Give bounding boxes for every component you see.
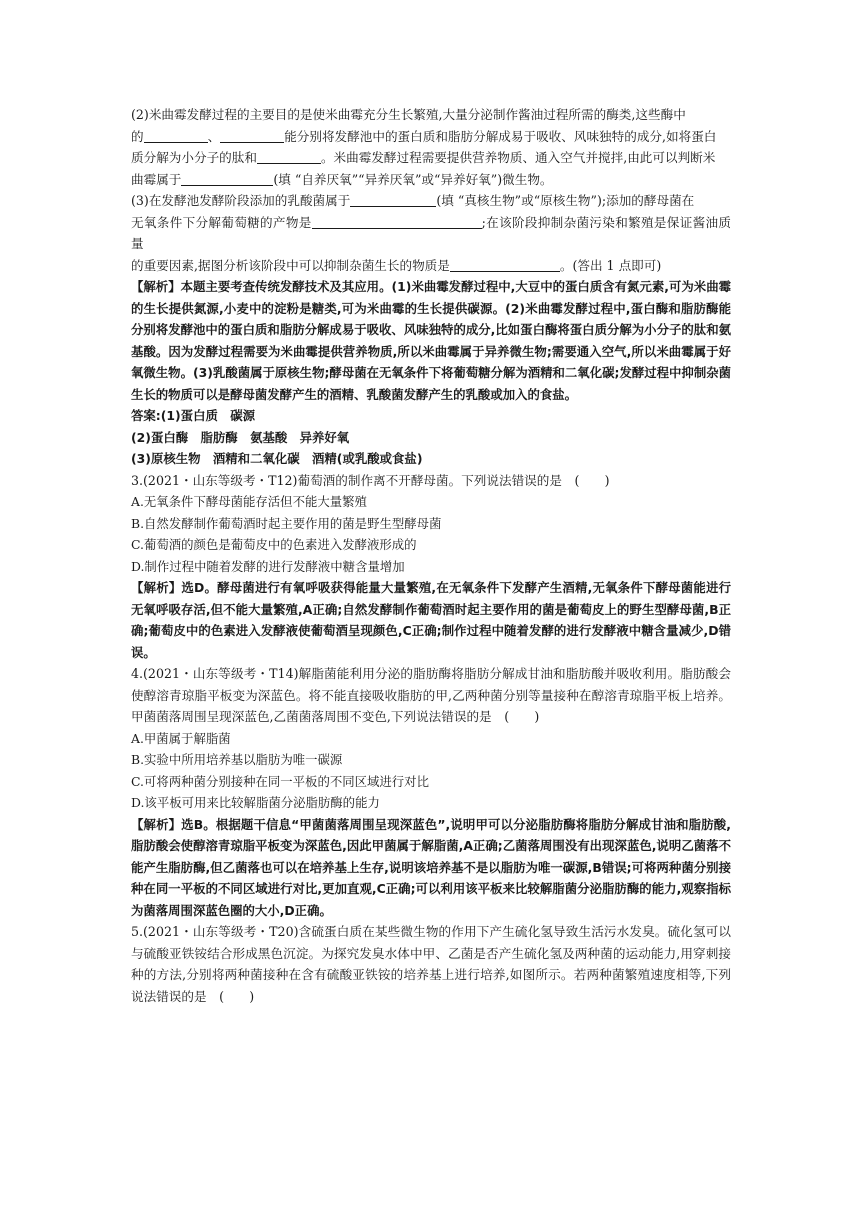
text: 。米曲霉发酵过程需要提供营养物质、通入空气并搅拌,由此可以判断米	[320, 150, 716, 165]
text: (3)在发酵池发酵阶段添加的乳酸菌属于	[131, 193, 351, 208]
q3-option-d[interactable]: D.制作过程中随着发酵的进行发酵液中糖含量增加	[131, 558, 405, 574]
answer-blank[interactable]	[181, 171, 273, 186]
text: 质分解为小分子的肽和	[131, 150, 257, 165]
q2-line-1	[131, 104, 731, 126]
text: (2)米曲霉发酵过程的主要目的是使米曲霉充分生长繁殖,大量分泌制作酱油过程所需的酶类,这些酶中	[131, 107, 686, 122]
q4-option-d[interactable]: D.该平板可用来比较解脂菌分泌脂肪酶的能力	[131, 795, 380, 810]
answer-blank[interactable]	[257, 149, 321, 164]
answer-blank[interactable]	[312, 214, 482, 229]
q4-option-a[interactable]: A.甲菌属于解脂菌	[131, 730, 231, 746]
q3-option-a[interactable]: A.无氧条件下酵母菌能存活但不能大量繁殖	[131, 494, 367, 509]
text: 曲霉属于	[131, 171, 182, 187]
q3-stem: 3.(2021・山东等级考・T12)葡萄酒的制作离不开酵母菌。下列说法错误的是 ( )	[131, 472, 610, 488]
text: 。(答出 1 点即可)	[559, 257, 662, 273]
text: ;在该阶段抑制杂菌污染和繁殖是保证酱油质量	[131, 214, 731, 251]
q2-line-6	[131, 212, 731, 255]
q4-stem: 4.(2021・山东等级考・T14)解脂菌能利用分泌的脂肪酶将脂肪分解成甘油和脂肪酸并吸收利用。脂肪酸会使醇溶青琼脂平板变为深蓝色。将不能直接吸收脂肪的甲,乙两种菌分别等量接种在醇溶青琼脂平板上培养。甲菌菌落周围呈现深蓝色,乙菌菌落周围不变色,下列说法错误的是 ( )	[131, 666, 731, 724]
document-page	[131, 104, 731, 1007]
answer-blank[interactable]	[350, 192, 436, 207]
text: 无氧条件下分解葡萄糖的产物是	[131, 214, 312, 230]
text: 的	[131, 128, 144, 144]
q4-option-c[interactable]: C.可将两种菌分别接种在同一平板的不同区域进行对比	[131, 773, 429, 789]
answer-1-line-1: 答案:(1)蛋白质 碳源	[131, 408, 256, 423]
text: (填 “自养厌氧”“异养厌氧”或“异养好氧”)微生物。	[273, 171, 553, 187]
q2-line-2	[131, 126, 731, 148]
q3-option-c[interactable]: C.葡萄酒的颜色是葡萄皮中的色素进入发酵液形成的	[131, 537, 417, 552]
text: 、	[207, 128, 221, 144]
answer-blank[interactable]	[450, 257, 560, 272]
answer-blank[interactable]	[220, 128, 284, 143]
text: 能分别将发酵池中的蛋白质和脂肪分解成易于吸收、风味独特的成分,如将蛋白	[284, 128, 717, 144]
answer-blank[interactable]	[144, 128, 208, 143]
q2-line-5	[131, 190, 731, 212]
q2-line-3	[131, 147, 731, 169]
answer-1-line-3: (3)原核生物 酒精和二氧化碳 酒精(或乳酸或食盐)	[131, 451, 423, 466]
text: 的重要因素,据图分析该阶段中可以抑制杂菌生长的物质是	[131, 257, 450, 273]
q3-option-b[interactable]: B.自然发酵制作葡萄酒时起主要作用的菌是野生型酵母菌	[131, 515, 442, 531]
q4-option-b[interactable]: B.实验中所用培养基以脂肪为唯一碳源	[131, 752, 343, 767]
text: (填 “真核生物”或“原核生物”);添加的酵母菌在	[436, 193, 695, 208]
q5-stem: 5.(2021・山东等级考・T20)含硫蛋白质在某些微生物的作用下产生硫化氢导致生活污水发臭。硫化氢可以与硫酸亚铁铵结合形成黑色沉淀。为探究发臭水体中甲、乙菌是否产生硫化氢及两种菌的运动能力,用穿刺接种的方法,分别将两种菌接种在含有硫酸亚铁铵的培养基上进行培养,如图所示。若两种菌繁殖速度相等,下列说法错误的是 ( )	[131, 924, 731, 1004]
q4-analysis: 【解析】选B。根据题干信息“甲菌菌落周围呈现深蓝色”,说明甲可以分泌脂肪酶将脂肪分解成甘油和脂肪酸,脂肪酸会使醇溶青琼脂平板变为深蓝色,因此甲菌属于解脂菌,A正确;乙菌落周围没有出现深蓝色,说明乙菌落不能产生脂肪酶,但乙菌落也可以在培养基上生存,说明该培养基不是以脂肪为唯一碳源,B错误;可将两种菌分别接种在同一平板的不同区域进行对比,更加直观,C正确;可以利用该平板来比较解脂菌分泌脂肪酶的能力,观察指标为菌落周围深蓝色圈的大小,D正确。	[131, 816, 731, 918]
answer-1-line-2: (2)蛋白酶 脂肪酶 氨基酸 异养好氧	[131, 429, 350, 445]
analysis-1: 【解析】本题主要考查传统发酵技术及其应用。(1)米曲霉发酵过程中,大豆中的蛋白质含有氮元素,可为米曲霉的生长提供氮源,小麦中的淀粉是糖类,可为米曲霉的生长提供碳源。(2)米曲霉发酵过程中,蛋白酶和脂肪酶能分别将发酵池中的蛋白质和脂肪分解成易于吸收、风味独特的成分,比如蛋白酶将蛋白质分解为小分子的肽和氨基酸。因为发酵过程需要为米曲霉提供营养物质,所以米曲霉属于异养微生物;需要通入空气,所以米曲霉属于好氧微生物。(3)乳酸菌属于原核生物;酵母菌在无氧条件下将葡萄糖分解为酒精和二氧化碳;发酵过程中抑制杂菌生长的物质可以是酵母菌发酵产生的酒精、乳酸菌发酵产生的乳酸或加入的食盐。	[131, 279, 731, 402]
q3-analysis: 【解析】选D。酵母菌进行有氧呼吸获得能量大量繁殖,在无氧条件下发酵产生酒精,无氧条件下酵母菌能进行无氧呼吸存活,但不能大量繁殖,A正确;自然发酵制作葡萄酒时起主要作用的菌是葡萄皮上的野生型酵母菌,B正确;葡萄皮中的色素进入发酵液使葡萄酒呈现颜色,C正确;制作过程中随着发酵的进行发酵液中糖含量减少,D错误。	[131, 580, 731, 660]
q2-line-7	[131, 255, 731, 277]
q2-line-4	[131, 169, 731, 191]
